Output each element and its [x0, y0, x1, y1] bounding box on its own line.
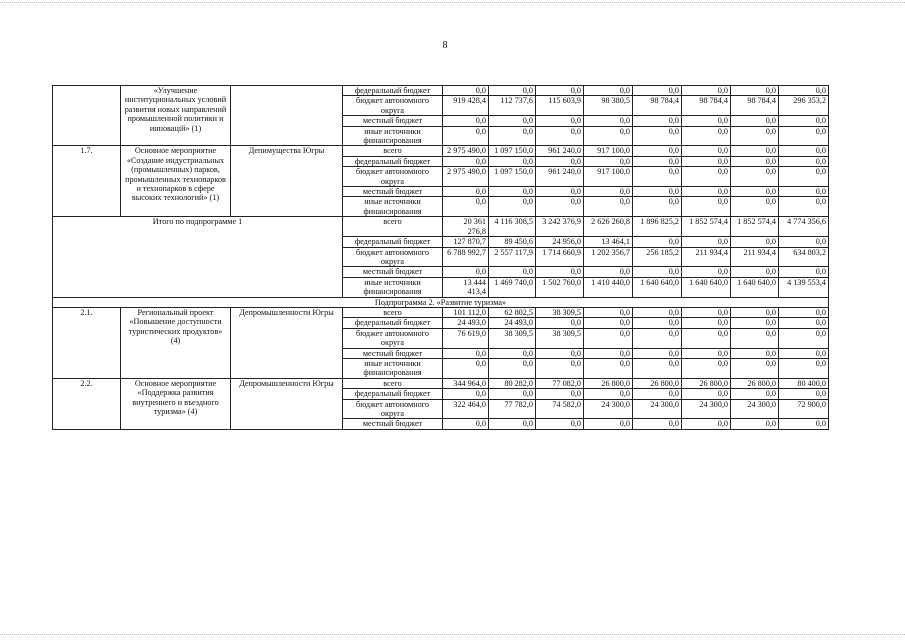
table-cell: 0,0 [731, 419, 779, 429]
table-cell: 0,0 [682, 389, 731, 399]
table-cell: 24 300,0 [584, 399, 633, 419]
table-cell: 0,0 [536, 358, 584, 378]
table-cell: 80 400,0 [779, 378, 829, 388]
table-cell: 0,0 [584, 328, 633, 348]
table-cell: 98 380,5 [584, 96, 633, 116]
table-cell: иные источники финансирования [343, 277, 443, 297]
table-cell: 0,0 [584, 86, 633, 96]
table-cell: 0,0 [633, 348, 682, 358]
table-cell: 127 870,7 [443, 237, 489, 247]
table-cell: 0,0 [584, 307, 633, 317]
table-cell: 0,0 [489, 86, 536, 96]
table-cell: 2 557 117,9 [489, 247, 536, 267]
table-cell: 0,0 [633, 328, 682, 348]
table-cell: 0,0 [633, 126, 682, 146]
table-cell: 0,0 [682, 197, 731, 217]
table-cell: 20 361 276,8 [443, 217, 489, 237]
table-cell: 38 309,5 [536, 307, 584, 317]
table-cell: 0,0 [682, 358, 731, 378]
table-body [53, 86, 829, 430]
table-cell: 0,0 [731, 167, 779, 187]
table-cell: 2.1. [53, 307, 121, 378]
table-cell: 2.2. [53, 378, 121, 429]
table-cell: 1 852 574,4 [682, 217, 731, 237]
table-cell: 101 112,0 [443, 307, 489, 317]
table-cell: 296 353,2 [779, 96, 829, 116]
table-cell: 77 782,0 [489, 399, 536, 419]
table-cell: 1 714 660,9 [536, 247, 584, 267]
table-cell: всего [343, 307, 443, 317]
table-cell: 4 774 356,6 [779, 217, 829, 237]
table-cell: 0,0 [731, 237, 779, 247]
table-cell: 0,0 [731, 307, 779, 317]
table-cell: 1 852 574,4 [731, 217, 779, 237]
table-cell: 1 097 150,0 [489, 167, 536, 187]
table-cell: 0,0 [779, 419, 829, 429]
table-cell: 98 784,4 [731, 96, 779, 116]
table-cell: 961 240,0 [536, 167, 584, 187]
table-cell: 0,0 [779, 318, 829, 328]
table-cell: 0,0 [443, 267, 489, 277]
table-cell: 0,0 [489, 348, 536, 358]
table-cell: 2 975 490,0 [443, 146, 489, 156]
table-cell: 1 410 440,0 [584, 277, 633, 297]
table-cell: 112 737,6 [489, 96, 536, 116]
table-cell: 0,0 [584, 318, 633, 328]
table-cell: иные источники финансирования [343, 126, 443, 146]
table-cell: 0,0 [536, 389, 584, 399]
table-cell: иные источники финансирования [343, 358, 443, 378]
table-cell: всего [343, 217, 443, 237]
table-cell: Региональный проект «Повышение доступности туристических продуктов» (4) [121, 307, 231, 378]
table-cell: 6 788 992,7 [443, 247, 489, 267]
page-number: 8 [442, 40, 448, 51]
table-cell: 0,0 [584, 126, 633, 146]
table-cell: 0,0 [731, 126, 779, 146]
table-cell: 0,0 [489, 187, 536, 197]
table-cell: 0,0 [633, 267, 682, 277]
table-cell: 0,0 [779, 237, 829, 247]
table-cell: 24 493,0 [489, 318, 536, 328]
table-cell: 62 802,5 [489, 307, 536, 317]
table-cell: 38 309,5 [536, 328, 584, 348]
table-cell: всего [343, 146, 443, 156]
scan-edge-bottom [0, 634, 905, 635]
table-cell: 1 640 640,0 [633, 277, 682, 297]
table-cell [53, 86, 121, 146]
table-cell: 1 896 825,2 [633, 217, 682, 237]
table-cell: 0,0 [536, 187, 584, 197]
table-cell: Итого по подпрограмме 1 [53, 217, 343, 297]
table-cell: 0,0 [489, 358, 536, 378]
table-cell: 115 603,9 [536, 96, 584, 116]
table-cell: 0,0 [779, 328, 829, 348]
table-cell: 0,0 [633, 358, 682, 378]
table-cell: 0,0 [779, 267, 829, 277]
table-cell: 0,0 [443, 126, 489, 146]
table-row [53, 297, 829, 307]
table-cell: бюджет автономного округа [343, 399, 443, 419]
table-cell: федеральный бюджет [343, 389, 443, 399]
table-cell: 0,0 [633, 146, 682, 156]
table-cell: 0,0 [779, 126, 829, 146]
table-cell: 1 502 760,0 [536, 277, 584, 297]
table-cell: 0,0 [731, 328, 779, 348]
table-cell: 0,0 [731, 267, 779, 277]
table-cell: Основное мероприятие «Создание индустриальных (промышленных) парков, промышленных технопарков и технопарков в сфере высоких технологий» (1) [121, 146, 231, 217]
table-cell: 0,0 [443, 116, 489, 126]
table-cell: 344 964,0 [443, 378, 489, 388]
table-cell: 24 956,0 [536, 237, 584, 247]
table-row [53, 86, 829, 96]
table-cell: 0,0 [489, 389, 536, 399]
table-cell: 0,0 [633, 307, 682, 317]
table-cell: 0,0 [682, 187, 731, 197]
table-cell: 0,0 [584, 116, 633, 126]
table-cell: бюджет автономного округа [343, 167, 443, 187]
table-cell: 89 450,6 [489, 237, 536, 247]
table-cell: 26 800,0 [731, 378, 779, 388]
table-cell: местный бюджет [343, 267, 443, 277]
table-cell: 13 444 413,4 [443, 277, 489, 297]
table-cell: 0,0 [682, 419, 731, 429]
table-row [53, 217, 829, 237]
table-cell: 0,0 [489, 116, 536, 126]
table-cell: 24 300,0 [633, 399, 682, 419]
table-cell: местный бюджет [343, 348, 443, 358]
table-cell: 0,0 [536, 267, 584, 277]
table-cell: 0,0 [489, 267, 536, 277]
table-cell: 0,0 [682, 318, 731, 328]
table-cell: 0,0 [536, 86, 584, 96]
table-cell: 0,0 [633, 116, 682, 126]
table-cell: 0,0 [584, 267, 633, 277]
table-cell: 0,0 [682, 156, 731, 166]
table-cell: 0,0 [536, 116, 584, 126]
table-cell: 1.7. [53, 146, 121, 217]
table-cell: 0,0 [584, 197, 633, 217]
table-cell: 211 934,4 [682, 247, 731, 267]
table-cell: 98 784,4 [633, 96, 682, 116]
table-cell: 0,0 [682, 267, 731, 277]
table-cell: 0,0 [443, 187, 489, 197]
table-cell: 0,0 [443, 419, 489, 429]
table-cell: 0,0 [779, 197, 829, 217]
table-cell: 76 619,0 [443, 328, 489, 348]
table-row [53, 146, 829, 156]
table-cell: 1 097 150,0 [489, 146, 536, 156]
table-row [53, 378, 829, 388]
table-cell: 0,0 [443, 358, 489, 378]
table-cell: 0,0 [682, 126, 731, 146]
table-cell: 0,0 [731, 318, 779, 328]
table-cell: 0,0 [779, 358, 829, 378]
table-cell: 4 116 308,5 [489, 217, 536, 237]
table-cell: 322 464,0 [443, 399, 489, 419]
table-cell: 0,0 [633, 156, 682, 166]
table-cell: 0,0 [536, 197, 584, 217]
table-cell: 0,0 [489, 419, 536, 429]
table-cell: 4 139 553,4 [779, 277, 829, 297]
table-cell: 0,0 [682, 167, 731, 187]
table-cell: 74 582,0 [536, 399, 584, 419]
table-cell: 0,0 [731, 86, 779, 96]
table-cell: бюджет автономного округа [343, 328, 443, 348]
table-cell: 0,0 [682, 307, 731, 317]
table-cell: 0,0 [682, 237, 731, 247]
table-cell: 0,0 [682, 348, 731, 358]
table-cell: 26 800,0 [584, 378, 633, 388]
table-cell: 0,0 [633, 187, 682, 197]
table-cell: 0,0 [779, 146, 829, 156]
table-cell: 0,0 [731, 187, 779, 197]
table-cell: 0,0 [489, 126, 536, 146]
table-cell: 0,0 [731, 156, 779, 166]
table-cell: 211 934,4 [731, 247, 779, 267]
table-cell: 24 300,0 [731, 399, 779, 419]
table-cell: 1 469 740,0 [489, 277, 536, 297]
table-cell: 0,0 [779, 187, 829, 197]
table-cell: 0,0 [731, 146, 779, 156]
table-cell: 0,0 [633, 237, 682, 247]
table-cell: 13 464,1 [584, 237, 633, 247]
table-cell: 0,0 [731, 116, 779, 126]
table-cell: 0,0 [443, 389, 489, 399]
table-cell: Депромышленности Югры [231, 378, 343, 429]
table-cell: 0,0 [633, 419, 682, 429]
table-cell: 917 100,0 [584, 167, 633, 187]
table-cell: 256 185,2 [633, 247, 682, 267]
table-cell: 0,0 [779, 156, 829, 166]
table-cell: бюджет автономного округа [343, 247, 443, 267]
table-row [53, 307, 829, 317]
table-cell: 0,0 [731, 358, 779, 378]
table-cell: 0,0 [584, 348, 633, 358]
table-cell: 0,0 [633, 389, 682, 399]
table-cell: 0,0 [633, 318, 682, 328]
table-cell: 0,0 [779, 307, 829, 317]
scan-edge-top [0, 2, 905, 3]
table-cell: 0,0 [489, 156, 536, 166]
table-cell: 917 100,0 [584, 146, 633, 156]
table-cell: 0,0 [489, 197, 536, 217]
table-cell: 0,0 [779, 86, 829, 96]
table-cell: 0,0 [536, 419, 584, 429]
table-cell: 80 282,0 [489, 378, 536, 388]
table-cell: Основное мероприятие «Поддержка развития внутреннего и въездного туризма» (4) [121, 378, 231, 429]
table-cell: 0,0 [584, 187, 633, 197]
table-cell: 0,0 [443, 86, 489, 96]
table-cell: 0,0 [536, 156, 584, 166]
table-cell: 1 202 356,7 [584, 247, 633, 267]
table-cell: 0,0 [584, 389, 633, 399]
table-cell: 77 082,0 [536, 378, 584, 388]
table-cell: 1 640 640,0 [731, 277, 779, 297]
table-cell: иные источники финансирования [343, 197, 443, 217]
table-cell: 0,0 [443, 197, 489, 217]
table-cell: 0,0 [633, 86, 682, 96]
table-cell: 0,0 [633, 167, 682, 187]
table-cell: 919 428,4 [443, 96, 489, 116]
table-cell: 0,0 [584, 358, 633, 378]
table-cell: 634 803,2 [779, 247, 829, 267]
table-cell: всего [343, 378, 443, 388]
table-cell: 0,0 [584, 156, 633, 166]
table-cell: 0,0 [779, 167, 829, 187]
table-cell: 26 800,0 [682, 378, 731, 388]
table-cell: 3 242 376,9 [536, 217, 584, 237]
table-cell: 961 240,0 [536, 146, 584, 156]
table-cell: 0,0 [584, 419, 633, 429]
table-cell: 0,0 [536, 126, 584, 146]
table-cell: 0,0 [779, 389, 829, 399]
table-cell: 0,0 [443, 348, 489, 358]
table-cell: местный бюджет [343, 419, 443, 429]
table-cell: федеральный бюджет [343, 318, 443, 328]
table-cell: 0,0 [682, 146, 731, 156]
table-cell: 98 784,4 [682, 96, 731, 116]
table-cell: 0,0 [682, 328, 731, 348]
table-cell: 0,0 [536, 318, 584, 328]
table-cell: федеральный бюджет [343, 156, 443, 166]
table-cell: 38 309,5 [489, 328, 536, 348]
table-cell: 1 640 640,0 [682, 277, 731, 297]
table-cell: 0,0 [731, 197, 779, 217]
table-cell: местный бюджет [343, 116, 443, 126]
table-cell: 2 975 490,0 [443, 167, 489, 187]
table-cell: федеральный бюджет [343, 237, 443, 247]
table-cell: 26 800,0 [633, 378, 682, 388]
table-cell: 0,0 [536, 348, 584, 358]
table-cell: «Улучшение институциональных условий развития новых направлений промышленной политики и инновацій» (1) [121, 86, 231, 146]
table-cell: 0,0 [682, 86, 731, 96]
table-cell: 2 626 260,8 [584, 217, 633, 237]
table-cell: 24 493,0 [443, 318, 489, 328]
table-cell [231, 86, 343, 146]
table-cell: 0,0 [779, 116, 829, 126]
table-cell: 72 900,0 [779, 399, 829, 419]
table-cell: бюджет автономного округа [343, 96, 443, 116]
table-cell: 0,0 [682, 116, 731, 126]
table-cell: 0,0 [633, 197, 682, 217]
table-cell: Депромышленности Югры [231, 307, 343, 378]
budget-table [52, 85, 829, 430]
table-cell: Подпрограмма 2. «Развитие туризма» [53, 297, 829, 307]
table-cell: Депимущества Югры [231, 146, 343, 217]
table-cell: 0,0 [443, 156, 489, 166]
table-cell: 0,0 [731, 348, 779, 358]
table-cell: федеральный бюджет [343, 86, 443, 96]
table-cell: 0,0 [731, 389, 779, 399]
table-cell: местный бюджет [343, 187, 443, 197]
table-cell: 0,0 [779, 348, 829, 358]
table-cell: 24 300,0 [682, 399, 731, 419]
